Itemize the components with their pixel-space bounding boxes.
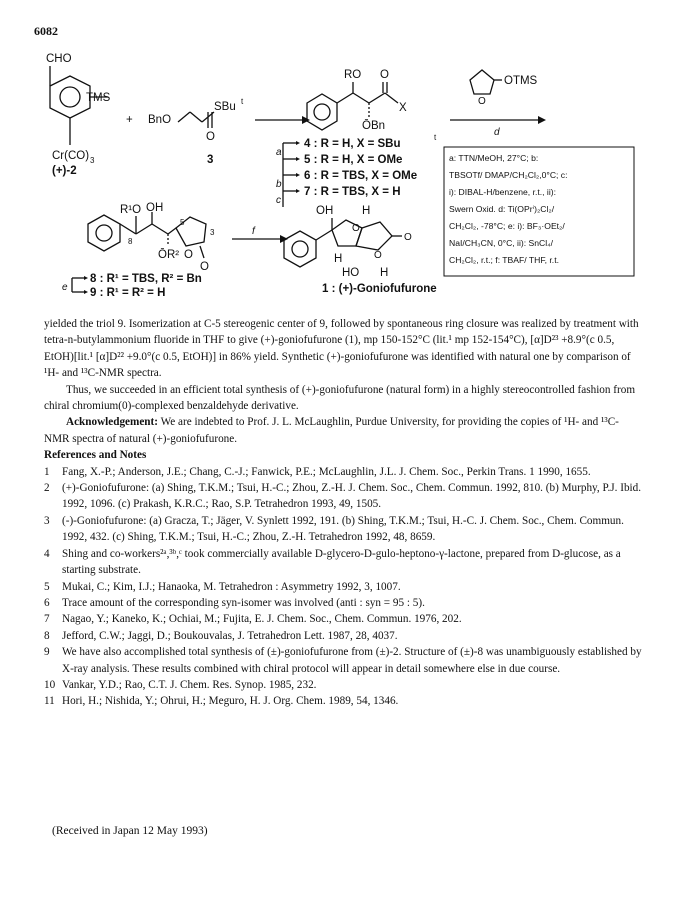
- compound-4-label: 4 : R = H, X = SBu: [304, 138, 401, 150]
- step-d: d: [494, 127, 500, 138]
- compound-8-label: 8 : R¹ = TBS, R² = Bn: [90, 273, 202, 285]
- acknowledgement-text: We are indebted to Prof. J. L. McLaughlin, Purdue University, for providing the copies of ¹H- and ¹³C-NMR spectra of natural (+)-goniofufurone.: [44, 416, 619, 445]
- reference-item: 1 Fang, X.-P.; Anderson, J.E.; Chang, C.-J.; Fanwick, P.E.; McLaughlin, J.L. J. Chem. Soc., Perkin Trans. 1 1990, 1655.: [44, 465, 591, 478]
- label-r1o: R¹O: [120, 204, 142, 216]
- label-tms: TMS: [86, 92, 111, 104]
- paragraph-conclusion: Thus, we succeeded in an efficient total synthesis of (+)-goniofufurone (natural form) in a highly stereocontrolled fashion from chiral chromium(0)-complexed benzaldehyde derivative.: [44, 383, 636, 413]
- paragraph-results: yielded the triol 9. Isomerization at C-5 stereogenic center of 9, followed by spontaneous ring closure was realized by treatment with tetra-n-butylammonium fluoride in THF to give (+)-goniofufurone (1), mp 150-152°C (lit.¹ mp 152-154°C), [α]D²³ +8.9°(c 0.5, EtOH)[lit.¹ [α]D²² +9.0°(c 0.5, EtOH)] in 86% yield. Synthetic (+)-goniofufurone was identified with natural one by comparison of ¹H- and ¹³C-NMR spectra.: [44, 318, 639, 380]
- page-number: 6082: [34, 24, 58, 38]
- label-carbonyl-o: O: [206, 131, 215, 143]
- reference-item: 2 (+)-Goniofufurone: (a) Shing, T.K.M.; Tsui, H.-C.; Zhou, Z.-H. J. Chem. Soc., Chem. Commun. 1992, 810. (b) Murphy, P.J. Ibid. 1992, 1096. (c) Prakash, K.R.C.; Rao, S.P. Tetrahedron 1993, 49, 1505.: [44, 482, 642, 511]
- label-sbu-sup: t: [241, 97, 244, 106]
- step-a: a: [276, 147, 282, 158]
- label-obn: ŌBn: [362, 120, 386, 132]
- conditions-line-2: TBSOTf/ DMAP/CH₂Cl₂,0°C; c:: [449, 170, 568, 180]
- label-c8: 8: [128, 237, 133, 246]
- furan-ring: [470, 70, 494, 94]
- label-sbu: SBu: [214, 101, 236, 113]
- label-ho-p: HO: [342, 267, 360, 279]
- compound-3-label: 3: [207, 154, 214, 166]
- label-h-p: H: [362, 205, 371, 217]
- compound-7-label: 7 : R = TBS, X = H: [304, 186, 401, 198]
- received-date: (Received in Japan 12 May 1993): [52, 825, 208, 837]
- conditions-line-4: Swern Oxid. d: Ti(OPrⁱ)₂Cl₂/: [449, 204, 555, 214]
- label-h-p3: H: [380, 267, 389, 279]
- conditions-line-1: a: TTN/MeOH, 27°C; b:: [449, 153, 539, 163]
- label-cr: Cr(CO): [52, 150, 90, 162]
- benzene-ring-2: [50, 76, 90, 118]
- reference-item: 8 Jefford, C.W.; Jaggi, D.; Boukouvalas, J. Tetrahedron Lett. 1987, 28, 4037.: [44, 629, 398, 642]
- compound-1-label: 1 : (+)-Goniofufurone: [322, 283, 437, 295]
- step-b: b: [276, 179, 282, 190]
- label-bno: BnO: [148, 114, 172, 126]
- conditions-line-7: CH₂Cl₂, r.t.; f: TBAF/ THF, r.t.: [449, 255, 559, 265]
- compound-5-label: 5 : R = H, X = OMe: [304, 154, 403, 166]
- benzene-ring-8: [88, 215, 120, 251]
- references-heading: References and Notes: [44, 449, 147, 462]
- reference-item: 6 Trace amount of the corresponding syn-isomer was involved (anti : syn = 95 : 5).: [44, 596, 425, 609]
- label-o-p1: O: [352, 223, 360, 234]
- label-cr-sub: 3: [90, 156, 95, 165]
- label-o-ring: O: [184, 249, 193, 261]
- label-o-exo: O: [200, 261, 209, 273]
- label-o-top: O: [380, 69, 389, 81]
- label-o-p2: O: [374, 250, 382, 261]
- reference-item: 4 Shing and co-workers²ᵃ,³ᵇ,ᶜ took commercially available D-glycero-D-gulo-heptono-γ-lactone, prepared from D-glucose, as a starting substrate.: [44, 547, 621, 577]
- label-x: X: [399, 102, 407, 114]
- reference-item: 11 Hori, H.; Nishida, Y.; Ohrui, H.; Meguro, H. J. Org. Chem. 1989, 54, 1346.: [44, 695, 399, 708]
- benzene-ring-1: [284, 231, 316, 267]
- label-oh-p: OH: [316, 205, 334, 217]
- label-furan-o: O: [478, 96, 486, 107]
- conditions-line-5: CH₂Cl₂, -78°C; e: i): BF₃·OEt₂/: [449, 221, 565, 231]
- label-plus: +: [126, 114, 133, 126]
- conditions-line-3: i): DIBAL-H/benzene, r.t., ii):: [449, 187, 556, 197]
- label-otms: OTMS: [504, 75, 538, 87]
- label-c3: 3: [210, 228, 215, 237]
- compound-9-label: 9 : R¹ = R² = H: [90, 287, 166, 299]
- benzene-ring-4: [307, 94, 337, 130]
- label-o-p3: O: [404, 232, 412, 243]
- conditions-line-6: NaI/CH₃CN, 0°C, ii): SnCl₄/: [449, 238, 554, 248]
- label-ro: RO: [344, 69, 362, 81]
- acknowledgement-heading: Acknowledgement:: [66, 416, 158, 429]
- reference-list: [44, 464, 644, 710]
- compound-2-label: (+)-2: [52, 165, 77, 177]
- label-oh-a: OH: [146, 202, 164, 214]
- reference-item: 10 Vankar, Y.D.; Rao, C.T. J. Chem. Res. Synop. 1985, 232.: [44, 678, 317, 691]
- compound-4-sup: t: [434, 133, 437, 142]
- compound-6-label: 6 : R = TBS, X = OMe: [304, 170, 418, 182]
- reference-item: 5 Mukai, C.; Kim, I.J.; Hanaoka, M. Tetrahedron : Asymmetry 1992, 3, 1007.: [44, 580, 401, 593]
- reference-item: 9 We have also accomplished total synthesis of (±)-goniofufurone from (±)-2. Structure of (±)-8 was unambiguously established by X-ray analysis. These results combined with chiral protocol will appear in detail somewhere else in due course.: [44, 646, 642, 675]
- reference-item: 7 Nagao, Y.; Kaneko, K.; Ochiai, M.; Fujita, E. J. Chem. Soc., Chem. Commun. 1976, 202.: [44, 613, 462, 626]
- step-e: e: [62, 282, 68, 293]
- article-body: [44, 316, 644, 710]
- reaction-scheme: [0, 0, 675, 310]
- step-f: f: [252, 226, 255, 237]
- label-h-p2: H: [334, 253, 343, 265]
- arene-complex-ring: [60, 87, 80, 107]
- label-cho: CHO: [46, 53, 72, 65]
- reference-item: 3 (-)-Goniofufurone: (a) Gracza, T.; Jäger, V. Synlett 1992, 191. (b) Shing, T.K.M.; Tsui, H.-C. J. Chem. Soc., Chem. Commun. 1992, 432. (c) Shing, T.K.M.; Tsui, H.-C.; Zhou, Z.-H. Tetrahedron 1992, 48, 8659.: [44, 514, 624, 544]
- acknowledgement: [44, 414, 644, 447]
- label-c5: 5: [180, 218, 185, 227]
- label-or2: ŌR²: [158, 249, 180, 261]
- step-c: c: [276, 195, 281, 206]
